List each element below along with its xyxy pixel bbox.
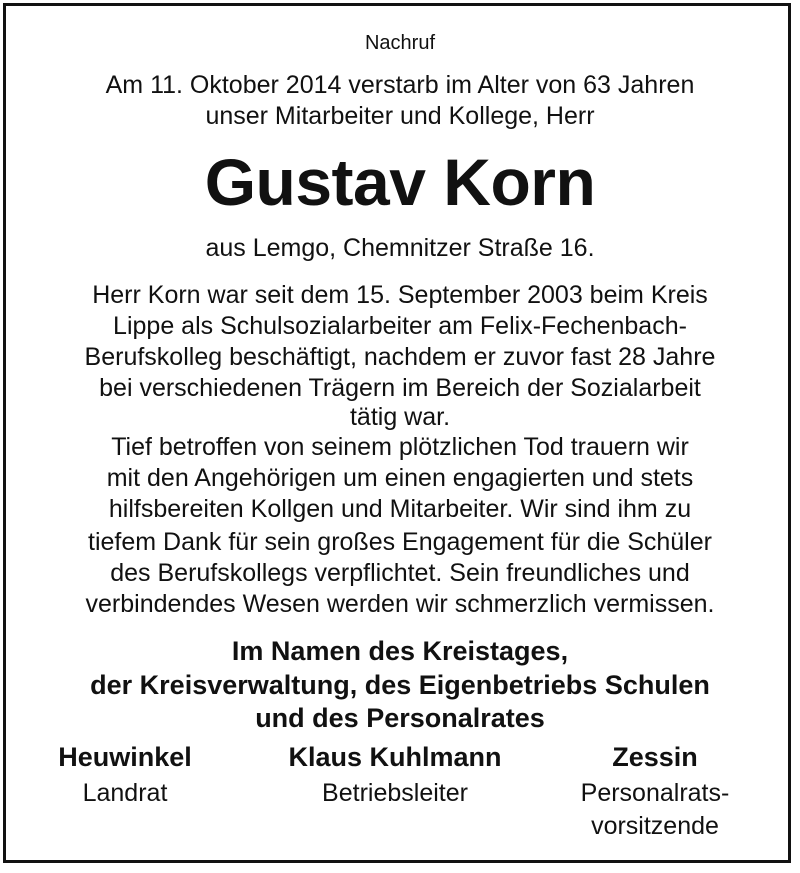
body-line-11: verbindendes Wesen werden wir schmerzlich vermissen.: [85, 590, 715, 618]
body-line-3: Berufskolleg beschäftigt, nachdem er zuvor fast 28 Jahre: [84, 343, 716, 371]
signatory-name: Heuwinkel: [58, 742, 192, 772]
signatory-role: Betriebsleiter: [322, 779, 468, 807]
signatory-name: Klaus Kuhlmann: [288, 742, 502, 772]
deceased-name: Gustav Korn: [204, 145, 596, 219]
body-line-10: des Berufskollegs verpflichtet. Sein freundliches und: [110, 559, 690, 587]
behalf-line-3: und des Personalrates: [255, 703, 545, 733]
intro-line-2: unser Mitarbeiter und Kollege, Herr: [205, 102, 595, 130]
signatory-role: Landrat: [82, 779, 168, 807]
signatory-role: Personalrats- vorsitzende: [580, 779, 730, 840]
signatory-1: [30, 742, 220, 810]
body-line-1: Herr Korn war seit dem 15. September 2003 beim Kreis: [92, 281, 708, 309]
body-line-9: tiefem Dank für sein großes Engagement für die Schüler: [88, 528, 712, 556]
signatory-name: Zessin: [612, 742, 698, 772]
body-line-8: hilfsbereiten Kollgen und Mitarbeiter. Wir sind ihm zu: [108, 495, 692, 523]
body-line-6: Tief betroffen von seinem plötzlichen Tod trauern wir: [111, 433, 689, 461]
body-line-7: mit den Angehörigen um einen engagierten und stets: [106, 464, 694, 492]
deceased-address: aus Lemgo, Chemnitzer Straße 16.: [205, 234, 595, 262]
body-line-5: tätig war.: [349, 403, 451, 431]
behalf-line-1: Im Namen des Kreistages,: [231, 636, 569, 666]
signatory-3: [545, 742, 765, 843]
behalf-line-2: der Kreisverwaltung, des Eigenbetriebs Schulen: [90, 670, 710, 700]
signatory-2: [260, 742, 530, 810]
intro-line-1: Am 11. Oktober 2014 verstarb im Alter von 63 Jahren: [105, 71, 695, 99]
notice-heading: Nachruf: [364, 32, 436, 54]
body-line-2: Lippe als Schulsozialarbeiter am Felix-Fechenbach-: [113, 312, 687, 340]
body-line-4: bei verschiedenen Trägern im Bereich der Sozialarbeit: [99, 374, 701, 402]
